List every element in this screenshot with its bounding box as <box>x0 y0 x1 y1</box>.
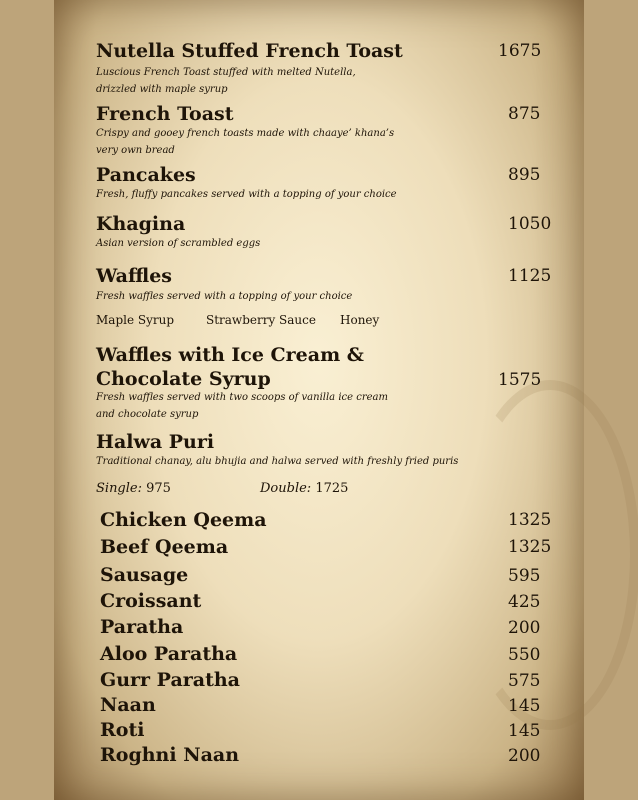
price-beef-qeema: 1325 <box>508 537 552 557</box>
price-naan: 145 <box>508 696 541 716</box>
price-paratha: 200 <box>508 618 541 638</box>
item-name-line2: Chocolate Syrup <box>96 368 271 390</box>
item-price: 875 <box>508 104 541 124</box>
single-label: Single: <box>96 481 142 496</box>
double-label: Double: <box>260 481 312 496</box>
menu-item-paratha: Paratha <box>100 616 184 638</box>
single-price-line <box>96 481 171 496</box>
single-price: 975 <box>146 481 171 496</box>
menu-item-beef-qeema: Beef Qeema <box>100 536 229 558</box>
price-chicken-qeema: 1325 <box>508 510 552 530</box>
item-description: Fresh waffles served with two scoops of vanilla ice cream <box>96 392 388 403</box>
price-aloo-paratha: 550 <box>508 645 541 665</box>
item-name: Halwa Puri <box>96 431 215 453</box>
item-description: very own bread <box>96 145 175 156</box>
menu-item-roghni-naan: Roghni Naan <box>100 744 240 766</box>
item-description: Traditional chanay, alu bhujia and halwa served with freshly fried puris <box>96 456 459 467</box>
item-description: Luscious French Toast stuffed with melted Nutella, <box>96 67 356 78</box>
menu-item-chicken-qeema: Chicken Qeema <box>100 509 267 531</box>
item-description: drizzled with maple syrup <box>96 84 228 95</box>
option-honey: Honey <box>340 313 380 327</box>
item-price: 1575 <box>498 370 542 390</box>
double-price-line <box>260 481 348 496</box>
item-price: 895 <box>508 165 541 185</box>
price-sausage: 595 <box>508 566 541 586</box>
menu-item-sausage: Sausage <box>100 564 189 586</box>
item-name: Pancakes <box>96 164 196 186</box>
item-description: Fresh waffles served with a topping of your choice <box>96 291 353 302</box>
item-description: and chocolate syrup <box>96 409 199 420</box>
menu-item-gurr-paratha: Gurr Paratha <box>100 669 240 691</box>
item-price: 1125 <box>508 266 552 286</box>
price-gurr-paratha: 575 <box>508 671 541 691</box>
item-name: Khagina <box>96 213 186 235</box>
menu-item-roti: Roti <box>100 719 145 741</box>
item-price: 1050 <box>508 214 552 234</box>
option-strawberry-sauce: Strawberry Sauce <box>206 313 316 327</box>
item-name: French Toast <box>96 103 234 125</box>
item-price: 1675 <box>498 41 542 61</box>
price-roti: 145 <box>508 721 541 741</box>
item-name: Waffles <box>96 265 172 287</box>
price-croissant: 425 <box>508 592 541 612</box>
item-description: Crispy and gooey french toasts made with chaaye’ khana’s <box>96 128 395 139</box>
menu-item-naan: Naan <box>100 694 156 716</box>
option-maple-syrup: Maple Syrup <box>96 313 175 327</box>
item-description: Asian version of scrambled eggs <box>96 238 261 249</box>
menu-item-aloo-paratha: Aloo Paratha <box>100 643 238 665</box>
double-price: 1725 <box>315 481 349 496</box>
menu-item-croissant: Croissant <box>100 590 202 612</box>
item-name: Nutella Stuffed French Toast <box>96 40 403 62</box>
item-description: Fresh, fluffy pancakes served with a topping of your choice <box>96 189 397 200</box>
item-name-line1: Waffles with Ice Cream & <box>96 344 364 366</box>
price-roghni-naan: 200 <box>508 746 541 766</box>
